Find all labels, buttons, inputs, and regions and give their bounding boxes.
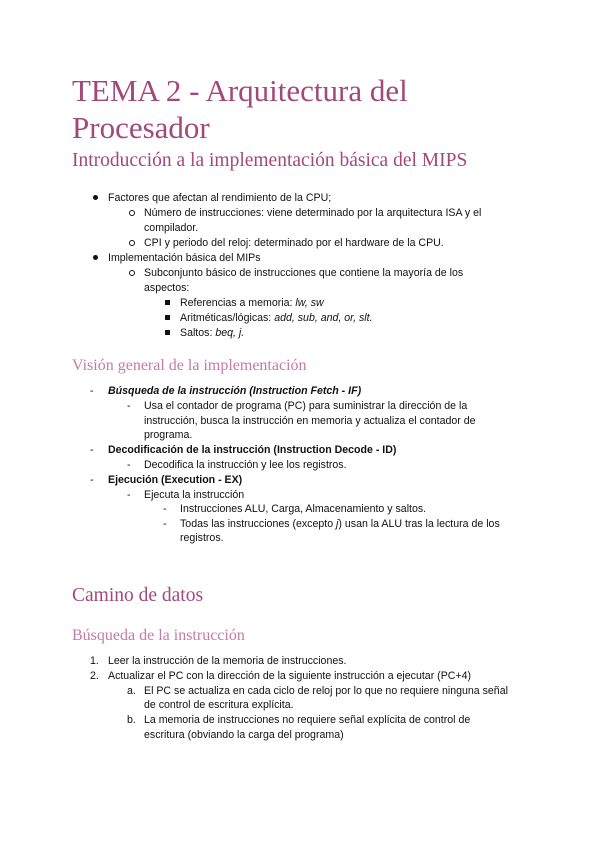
list-number: 2.	[90, 670, 99, 682]
bullet-dot	[93, 255, 98, 260]
list-item: Instrucciones ALU, Carga, Almacenamiento y saltos.	[180, 503, 427, 515]
subsection-heading-busqueda: Búsqueda de la instrucción	[72, 627, 245, 644]
list-number: 1.	[90, 655, 99, 667]
stage-title-if: Búsqueda de la instrucción (Instruction Fetch - IF)	[108, 385, 362, 397]
section-heading-introduccion: Introducción a la implementación básica del MIPS	[72, 150, 468, 171]
list-letter: b.	[127, 714, 136, 726]
bullet-square	[165, 300, 170, 305]
list-item-continuation: programa.	[144, 429, 193, 441]
list-item-continuation: compilador.	[144, 222, 199, 234]
list-item: Ejecuta la instrucción	[144, 489, 245, 501]
stage-title-ex: Ejecución (Execution - EX)	[108, 474, 243, 486]
list-item: Usa el contador de programa (PC) para suministrar la dirección de la	[144, 400, 468, 412]
dash-marker: -	[90, 474, 94, 486]
list-item-memory-refs: Referencias a memoria: lw, sw	[180, 297, 324, 309]
dash-marker: -	[127, 400, 131, 412]
list-item: Decodifica la instrucción y lee los registros.	[144, 459, 347, 471]
dash-marker: -	[127, 489, 131, 501]
bullet-square	[165, 330, 170, 335]
bullet-circle	[129, 270, 135, 276]
list-item: Leer la instrucción de la memoria de instrucciones.	[108, 655, 347, 667]
dash-marker: -	[163, 518, 167, 530]
list-letter: a.	[127, 685, 136, 697]
dash-marker: -	[163, 503, 167, 515]
list-item-continuation: escritura (obviando la carga del programa)	[144, 729, 344, 741]
list-item-continuation: registros.	[180, 532, 224, 544]
list-item-continuation: de control de escritura explícita.	[144, 699, 294, 711]
dash-marker: -	[127, 459, 131, 471]
list-item: La memoria de instrucciones no requiere señal explícita de control de	[144, 714, 471, 726]
list-item-arithmetic: Aritméticas/lógicas: add, sub, and, or, slt.	[180, 312, 373, 324]
list-item: El PC se actualiza en cada ciclo de reloj por lo que no requiere ninguna señal	[144, 685, 508, 697]
list-item: Implementación básica del MIPs	[108, 252, 261, 264]
list-item-continuation: aspectos:	[144, 282, 190, 294]
subsection-heading-vision-general: Visión general de la implementación	[72, 357, 307, 374]
list-item: Todas las instrucciones (excepto j) usan la ALU tras la lectura de los	[180, 518, 500, 530]
dash-marker: -	[90, 444, 94, 456]
list-item: Número de instrucciones: viene determinado por la arquitectura ISA y el	[144, 207, 482, 219]
dash-marker: -	[90, 385, 94, 397]
list-item: Factores que afectan al rendimiento de la CPU;	[108, 192, 332, 204]
section-heading-camino-de-datos: Camino de datos	[72, 585, 204, 606]
bullet-dot	[93, 195, 98, 200]
list-item: Actualizar el PC con la dirección de la siguiente instrucción a ejecutar (PC+4)	[108, 670, 472, 682]
page-title: TEMA 2 - Arquitectura del Procesador	[72, 73, 408, 145]
list-item: Subconjunto básico de instrucciones que contiene la mayoría de los	[144, 267, 464, 279]
bullet-circle	[129, 210, 135, 216]
bullet-square	[165, 315, 170, 320]
bullet-circle	[129, 240, 135, 246]
stage-title-id: Decodificación de la instrucción (Instruction Decode - ID)	[108, 444, 397, 456]
list-item-jumps: Saltos: beq, j.	[180, 327, 245, 339]
list-item-continuation: instrucción, busca la instrucción en memoria y actualiza el contador de	[144, 415, 476, 427]
list-item: CPI y periodo del reloj: determinado por el hardware de la CPU.	[144, 237, 444, 249]
